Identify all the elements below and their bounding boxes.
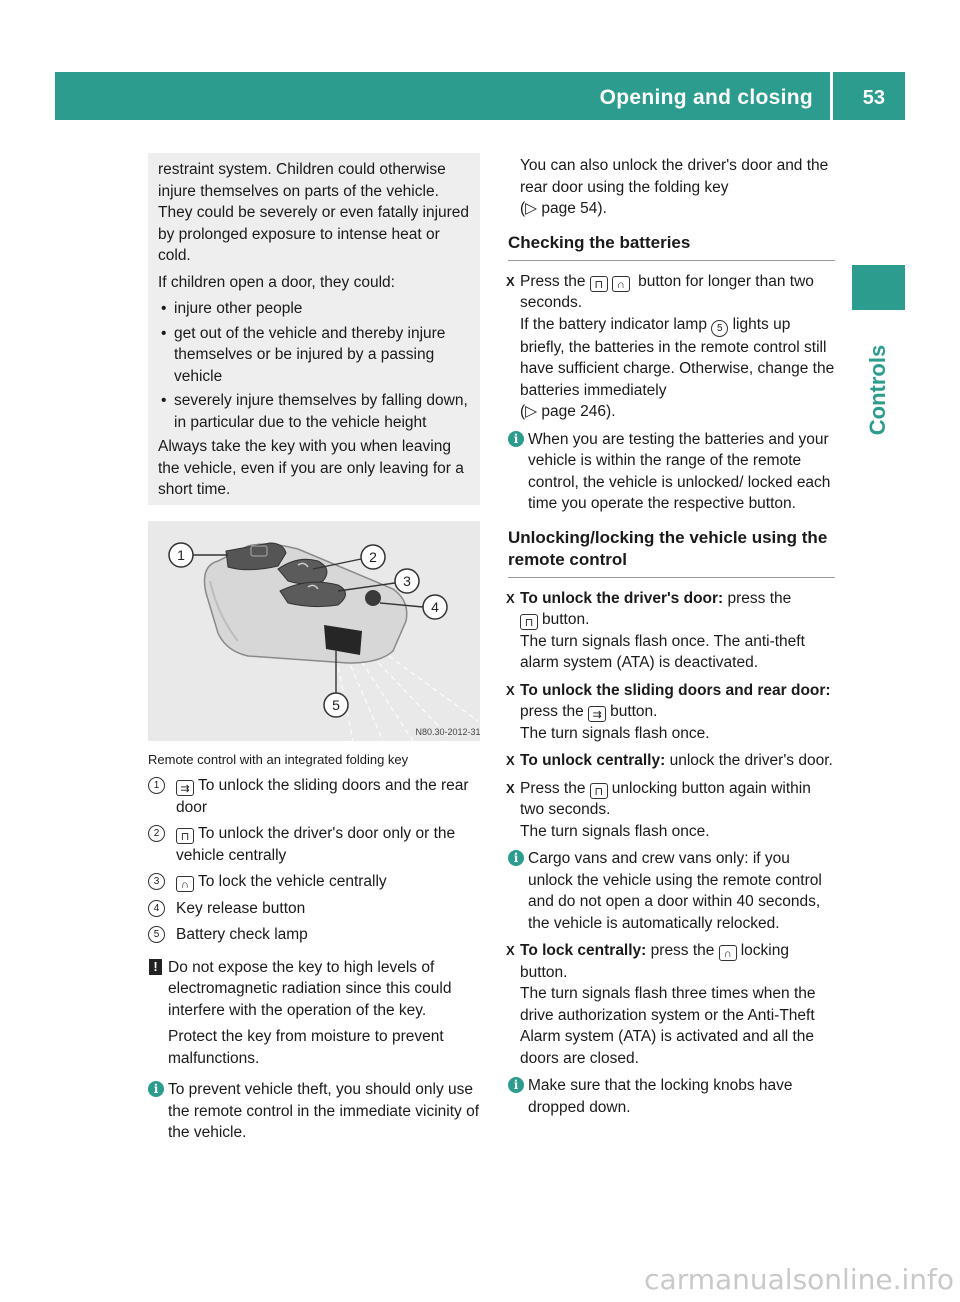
callout-5-label: 5 [332,697,340,713]
intro-text [508,155,835,220]
page-number: 53 [862,87,885,109]
figure-code: N80.30-2012-31 [415,727,480,737]
step-item [508,940,835,1069]
caution-text: Protect the key from moisture to prevent malfunctions. [168,1028,444,1067]
step-result: The turn signals flash once. The anti-theft alarm system (ATA) is deactivated. [520,632,805,671]
info-text: Make sure that the locking knobs have dropped down. [528,1077,793,1116]
step-result: If the battery indicator lamp [520,315,707,333]
heading-remote-control: Unlocking/locking the vehicle using the remote control [508,527,828,569]
step-label: To lock centrally: [520,942,647,959]
step-label: To unlock the sliding doors and rear door: [520,681,831,699]
step-text: button. [542,611,590,628]
page-reference[interactable]: (▷ page 246). [520,403,616,420]
unlock-icon: ⊓ [176,828,194,844]
step-item [508,680,835,745]
step-item [508,778,835,843]
step-text: Press the [520,272,586,290]
legend-text: Battery check lamp [176,926,308,943]
step-result: lights up briefly, the batteries in the remote control still have sufficient charge. Otherwise, change the batteries immediately [520,315,835,399]
step-text: button. [610,703,658,720]
info-note [148,1079,480,1144]
step-result: The turn signals flash once. [520,822,710,840]
section-title: Opening and closing [599,86,813,109]
info-text: Cargo vans and crew vans only: if you unlock the vehicle using the remote control and do not open a door within 40 seconds, the vehicle is automatically relocked. [528,850,822,932]
legend-item [148,823,480,866]
warning-bullet: • get out of the vehicle and thereby injure themselves or be injured by a passing vehicle [158,323,472,388]
lock-icon: ∩ [176,876,194,892]
page-header-bar [55,72,905,120]
warning-bullet: • injure other people [158,298,472,320]
info-text: When you are testing the batteries and your vehicle is within the range of the remote control, the vehicle is unlocked/ locked each time you operate the respective button. [528,430,831,512]
legend-item [148,898,480,920]
left-column [148,775,480,1144]
caution-note [148,957,480,1022]
caution-text: Do not expose the key to high levels of electromagnetic radiation since this could interfere with the operation of the key. [168,958,452,1019]
heading-rule [508,260,835,261]
step-result: The turn signals flash three times when the drive authorization system or the Anti-Theft Alarm system (ATA) is activated and all the doors are closed. [520,985,816,1067]
warning-text: If children open a door, they could: [158,273,395,291]
step-item [508,750,835,772]
legend-number: 3 [148,873,165,890]
sliding-door-icon: ⇉ [176,780,194,796]
header-divider [830,72,833,120]
info-icon: i [508,1077,524,1093]
side-tab-label: Controls [865,344,890,436]
warning-text: Always take the key with you when leaving the vehicle, even if you are only leaving for a short time. [158,438,464,498]
legend-item [148,871,480,893]
unlock-icon: ⊓ [590,276,608,292]
side-tab-marker [852,265,905,310]
heading-checking-batteries: Checking the batteries [508,232,691,252]
warning-bullet: • severely injure themselves by falling down, in particular due to the vehicle height [158,390,472,433]
lock-icon: ∩ [719,945,737,961]
figure-caption: Remote control with an integrated folding key [148,752,409,767]
info-note [508,848,835,934]
legend-text: To unlock the driver's door only or the vehicle centrally [176,825,456,864]
sliding-door-icon: ⇉ [588,706,606,722]
legend-item [148,924,480,946]
step-text: press the [520,703,584,720]
warning-box [148,153,480,505]
step-text: Press the [520,779,586,797]
step-item [508,588,835,674]
callout-1-label: 1 [177,547,185,563]
step-text: button for longer than two seconds. [520,272,814,311]
legend-item [148,775,480,818]
legend-number: 5 [148,926,165,943]
legend-text: To lock the vehicle centrally [198,873,387,890]
info-icon: i [148,1081,164,1097]
info-icon: i [508,431,524,447]
step-text: press the [650,942,715,959]
legend-text: Key release button [176,899,306,917]
legend-number: 4 [148,900,165,917]
caution-note-continued [148,1026,480,1069]
step-label: To unlock the driver's door: [520,589,724,607]
page-reference[interactable]: (▷ page 54). [520,200,607,217]
remote-control-figure [148,521,480,741]
info-note [508,1075,835,1118]
warning-text: restraint system. Children could otherwise injure themselves on parts of the vehicle. They could be severely or even fatally injured by prolonged exposure to intense heat or cold. [158,161,470,264]
legend-text: To unlock the sliding doors and the rear door [176,777,469,816]
step-item [508,271,835,423]
intro-body: You can also unlock the driver's door and the rear door using the folding key [520,157,829,196]
callout-2-label: 2 [369,549,377,565]
right-column [508,155,835,1118]
callout-3-label: 3 [403,573,411,589]
step-text: unlock the driver's door. [669,752,833,769]
info-text: To prevent vehicle theft, you should only use the remote control in the immediate vicinity of the vehicle. [168,1081,479,1141]
info-icon: i [508,850,524,866]
unlock-icon: ⊓ [520,614,538,630]
watermark: carmanualsonline.info [644,1263,954,1296]
legend-number: 1 [148,777,165,794]
legend-number: 5 [711,320,728,337]
lock-icon: ∩ [612,276,630,292]
step-text: press the [727,589,792,607]
step-text: unlocking button again within two seconds. [520,779,811,818]
callout-4-label: 4 [431,599,439,615]
info-note [508,429,835,515]
legend-number: 2 [148,825,165,842]
step-label: To unlock centrally: [520,752,666,769]
step-result: The turn signals flash once. [520,724,710,742]
unlock-icon: ⊓ [590,783,608,799]
step-text: locking button. [520,942,789,981]
remote-key-illustration [148,521,480,741]
heading-rule [508,577,835,578]
exclamation-icon: ! [149,959,162,975]
